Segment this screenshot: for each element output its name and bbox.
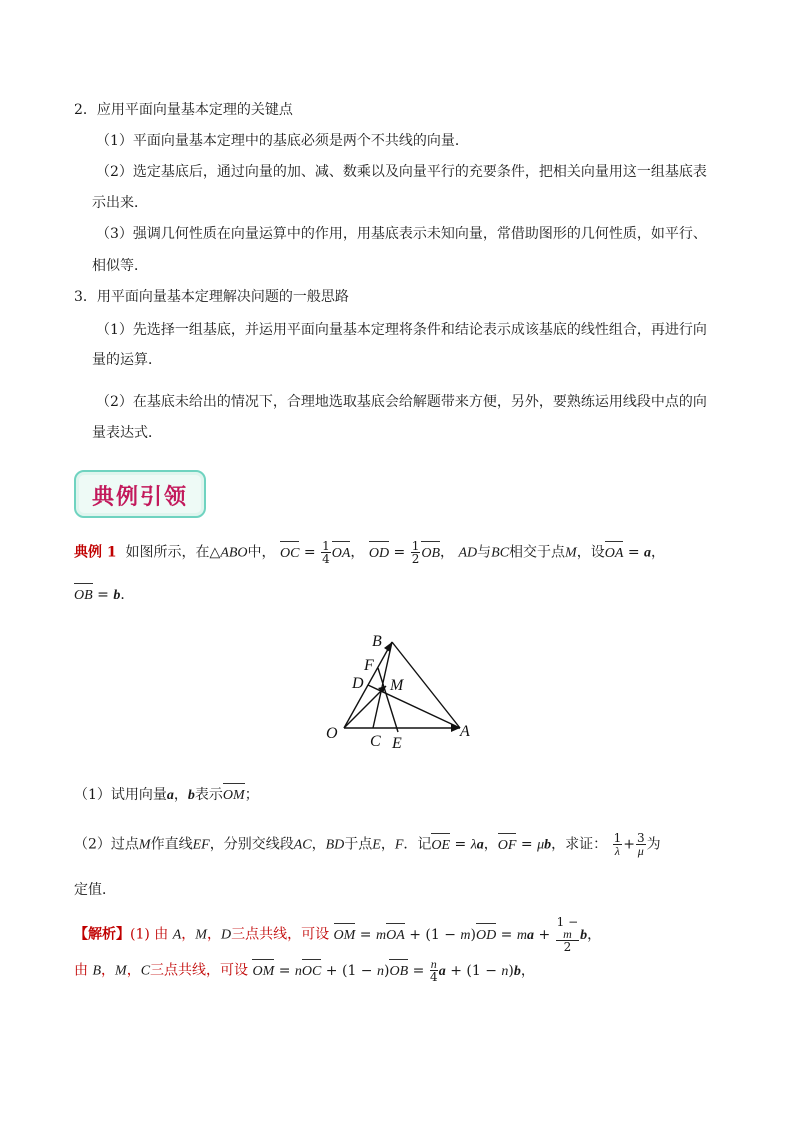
section-3-point-1a: （1）先选择一组基底，并运用平面向量基本定理将条件和结论表示成该基底的线性组合，再进行向 <box>96 322 707 338</box>
section-3-point-1b: 量的运算． <box>92 352 162 368</box>
vector-od: OD <box>369 544 389 564</box>
label-o: O <box>326 725 338 742</box>
solution-label: 【解析】 <box>74 926 130 943</box>
label-f: F <box>364 657 374 674</box>
example-1-line-1: 典例 1 如图所示，在△ABO中， OC = $\frac{1}{4}$ OA， OD = $\frac{1}{2}$ OB， AD与BC相交于点M，设OA = a， <box>74 539 666 566</box>
segment-om <box>344 686 386 728</box>
label-e: E <box>392 735 402 750</box>
section-3-point-2a: （2）在基底未给出的情况下，合理地选取基底会给解题带来方便，另外，要熟练运用线段中点的向 <box>96 394 707 410</box>
solution-line-2: 由 B，M，C三点共线，可设 OM = nOC + (1 − n)OB = $\frac{n}{4}$ a + (1 − n)b， <box>74 957 535 984</box>
label-d: D <box>352 675 364 692</box>
section-2-point-1: （1）平面向量基本定理中的基底必须是两个不共线的向量． <box>96 133 469 149</box>
label-c: C <box>370 733 381 750</box>
fraction-one-half: $\frac{1}{2}$ <box>411 539 420 566</box>
example-label: 典例 1 <box>74 544 117 561</box>
example-badge <box>74 470 206 518</box>
question-1: （1）试用向量a，b表示OM； <box>74 785 259 806</box>
section-2-point-2a: （2）选定基底后，通过向量的加、减、数乘以及向量平行的充要条件，把相关向量用这一组基底表 <box>96 164 707 180</box>
example-1-line-2: OB = b． <box>74 585 134 606</box>
label-a: A <box>460 723 470 740</box>
label-m: M <box>390 677 404 694</box>
fraction-one-quarter: $\frac{1}{4}$ <box>322 539 330 566</box>
section-2-heading: 2．应用平面向量基本定理的关键点 <box>74 102 293 118</box>
vector-oc: OC <box>280 544 299 564</box>
fraction-one-over-lambda: $\frac{1}{\lambda}$ <box>613 831 622 858</box>
label-b: B <box>372 633 382 650</box>
fraction-three-over-mu: $\frac{3}{\mu}$ <box>636 831 645 858</box>
section-2-point-2b: 示出来． <box>92 195 148 211</box>
solution-line-1: 【解析】(1) 由 A，M，D三点共线，可设 OM = mOA + (1 − m)OD = ma + 1 − m 2 b， <box>74 915 602 954</box>
badge-text: 典例引领 <box>91 484 188 510</box>
section-2-point-3b: 相似等． <box>92 258 148 274</box>
section-3-heading: 3．用平面向量基本定理解决问题的一般思路 <box>74 289 349 305</box>
question-2: （2）过点M作直线EF，分别交线段AC，BD于点E，F．记OE = λa，OF = μb，求证： $\frac{1}{\lambda}$ + $\frac{3}{\mu}$ 为 <box>74 831 661 858</box>
section-2-point-3a: （3）强调几何性质在向量运算中的作用，用基底表示未知向量，常借助图形的几何性质，如平行、 <box>96 226 707 242</box>
question-2-end: 定值． <box>74 882 116 898</box>
triangle-figure <box>320 630 480 750</box>
section-3-point-2b: 量表达式． <box>92 425 162 441</box>
